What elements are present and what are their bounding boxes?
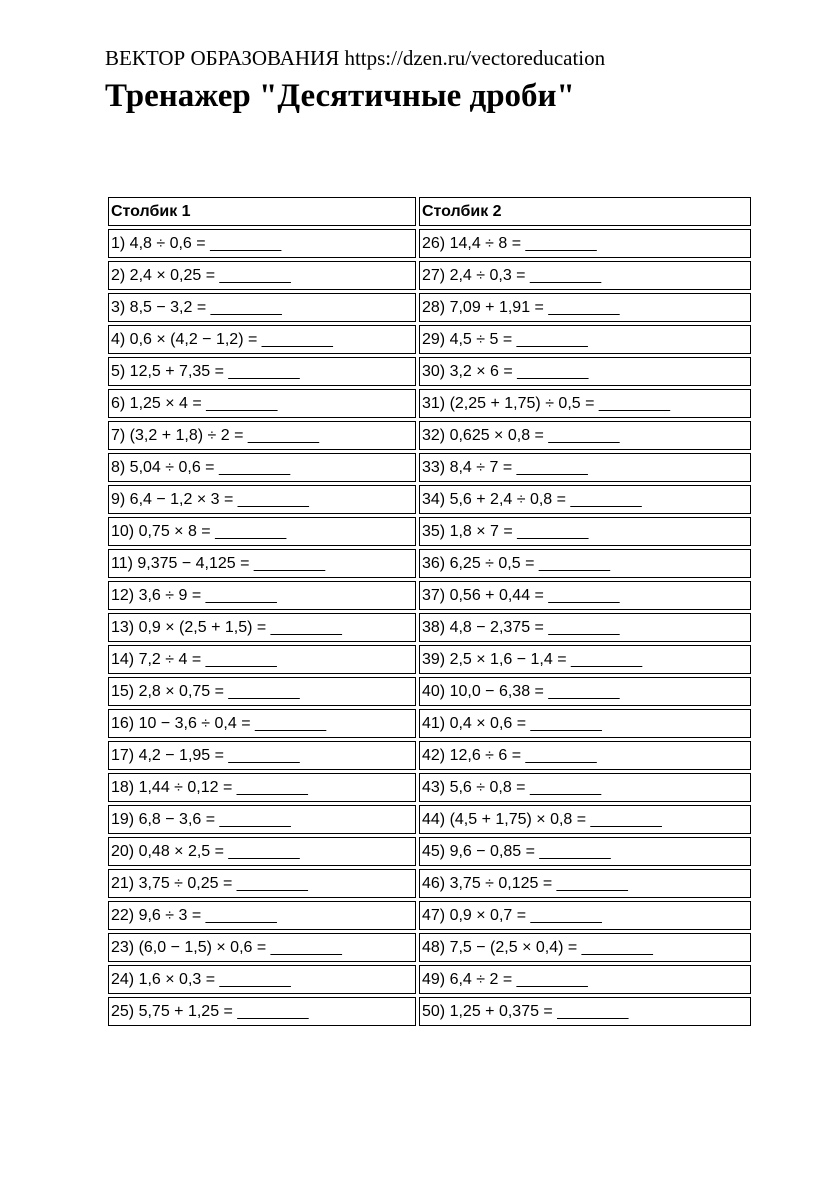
exercise-cell: 18) 1,44 ÷ 0,12 = ________ xyxy=(108,773,416,802)
exercise-cell: 48) 7,5 − (2,5 × 0,4) = ________ xyxy=(419,933,751,962)
table-header-row xyxy=(108,197,751,226)
exercise-cell: 23) (6,0 − 1,5) × 0,6 = ________ xyxy=(108,933,416,962)
exercise-cell: 45) 9,6 − 0,85 = ________ xyxy=(419,837,751,866)
exercise-cell: 10) 0,75 × 8 = ________ xyxy=(108,517,416,546)
source-line: ВЕКТОР ОБРАЗОВАНИЯ https://dzen.ru/vectoreducation xyxy=(105,46,606,70)
exercise-cell: 14) 7,2 ÷ 4 = ________ xyxy=(108,645,416,674)
exercise-cell: 30) 3,2 × 6 = ________ xyxy=(419,357,751,386)
exercise-cell: 33) 8,4 ÷ 7 = ________ xyxy=(419,453,751,482)
table-row xyxy=(108,645,751,674)
table-row xyxy=(108,293,751,322)
exercise-cell: 15) 2,8 × 0,75 = ________ xyxy=(108,677,416,706)
exercise-cell: 32) 0,625 × 0,8 = ________ xyxy=(419,421,751,450)
exercise-cell: 7) (3,2 + 1,8) ÷ 2 = ________ xyxy=(108,421,416,450)
table-row xyxy=(108,709,751,738)
table-row xyxy=(108,261,751,290)
table-row xyxy=(108,229,751,258)
exercise-cell: 42) 12,6 ÷ 6 = ________ xyxy=(419,741,751,770)
exercise-cell: 4) 0,6 × (4,2 − 1,2) = ________ xyxy=(108,325,416,354)
exercise-cell: 11) 9,375 − 4,125 = ________ xyxy=(108,549,416,578)
exercise-cell: 41) 0,4 × 0,6 = ________ xyxy=(419,709,751,738)
exercise-cell: 21) 3,75 ÷ 0,25 = ________ xyxy=(108,869,416,898)
exercise-cell: 13) 0,9 × (2,5 + 1,5) = ________ xyxy=(108,613,416,642)
exercise-cell: 44) (4,5 + 1,75) × 0,8 = ________ xyxy=(419,805,751,834)
table-row xyxy=(108,837,751,866)
table-row xyxy=(108,901,751,930)
exercise-cell: 24) 1,6 × 0,3 = ________ xyxy=(108,965,416,994)
exercise-cell: 47) 0,9 × 0,7 = ________ xyxy=(419,901,751,930)
exercise-cell: 35) 1,8 × 7 = ________ xyxy=(419,517,751,546)
exercise-cell: 26) 14,4 ÷ 8 = ________ xyxy=(419,229,751,258)
exercise-cell: 6) 1,25 × 4 = ________ xyxy=(108,389,416,418)
exercise-cell: 29) 4,5 ÷ 5 = ________ xyxy=(419,325,751,354)
exercise-cell: 40) 10,0 − 6,38 = ________ xyxy=(419,677,751,706)
exercise-cell: 27) 2,4 ÷ 0,3 = ________ xyxy=(419,261,751,290)
exercise-cell: 37) 0,56 + 0,44 = ________ xyxy=(419,581,751,610)
exercise-cell: 49) 6,4 ÷ 2 = ________ xyxy=(419,965,751,994)
exercise-cell: 38) 4,8 − 2,375 = ________ xyxy=(419,613,751,642)
table-row xyxy=(108,997,751,1026)
exercise-cell: 34) 5,6 + 2,4 ÷ 0,8 = ________ xyxy=(419,485,751,514)
column-header-2: Столбик 2 xyxy=(419,197,751,226)
table-row xyxy=(108,805,751,834)
exercise-cell: 17) 4,2 − 1,95 = ________ xyxy=(108,741,416,770)
exercise-cell: 50) 1,25 + 0,375 = ________ xyxy=(419,997,751,1026)
table-row xyxy=(108,581,751,610)
exercise-cell: 39) 2,5 × 1,6 − 1,4 = ________ xyxy=(419,645,751,674)
exercise-cell: 31) (2,25 + 1,75) ÷ 0,5 = ________ xyxy=(419,389,751,418)
exercise-cell: 16) 10 − 3,6 ÷ 0,4 = ________ xyxy=(108,709,416,738)
column-header-1: Столбик 1 xyxy=(108,197,416,226)
exercise-cell: 12) 3,6 ÷ 9 = ________ xyxy=(108,581,416,610)
exercise-cell: 22) 9,6 ÷ 3 = ________ xyxy=(108,901,416,930)
exercise-cell: 8) 5,04 ÷ 0,6 = ________ xyxy=(108,453,416,482)
table-row xyxy=(108,453,751,482)
table-row xyxy=(108,325,751,354)
table-row xyxy=(108,421,751,450)
exercise-cell: 1) 4,8 ÷ 0,6 = ________ xyxy=(108,229,416,258)
table-row xyxy=(108,389,751,418)
table-row xyxy=(108,613,751,642)
exercise-cell: 25) 5,75 + 1,25 = ________ xyxy=(108,997,416,1026)
table-row xyxy=(108,357,751,386)
exercise-cell: 9) 6,4 − 1,2 × 3 = ________ xyxy=(108,485,416,514)
exercise-cell: 43) 5,6 ÷ 0,8 = ________ xyxy=(419,773,751,802)
exercise-cell: 46) 3,75 ÷ 0,125 = ________ xyxy=(419,869,751,898)
exercise-cell: 3) 8,5 − 3,2 = ________ xyxy=(108,293,416,322)
table-row xyxy=(108,933,751,962)
exercise-cell: 36) 6,25 ÷ 0,5 = ________ xyxy=(419,549,751,578)
table-row xyxy=(108,677,751,706)
exercise-cell: 20) 0,48 × 2,5 = ________ xyxy=(108,837,416,866)
table-row xyxy=(108,773,751,802)
table-row xyxy=(108,741,751,770)
page-title: Тренажер "Десятичные дроби" xyxy=(105,78,575,114)
table-row xyxy=(108,549,751,578)
table-row xyxy=(108,485,751,514)
table-row xyxy=(108,869,751,898)
table-row xyxy=(108,965,751,994)
exercise-cell: 28) 7,09 + 1,91 = ________ xyxy=(419,293,751,322)
exercise-cell: 5) 12,5 + 7,35 = ________ xyxy=(108,357,416,386)
exercise-cell: 19) 6,8 − 3,6 = ________ xyxy=(108,805,416,834)
exercise-cell: 2) 2,4 × 0,25 = ________ xyxy=(108,261,416,290)
table-row xyxy=(108,517,751,546)
exercise-table xyxy=(105,194,754,1029)
